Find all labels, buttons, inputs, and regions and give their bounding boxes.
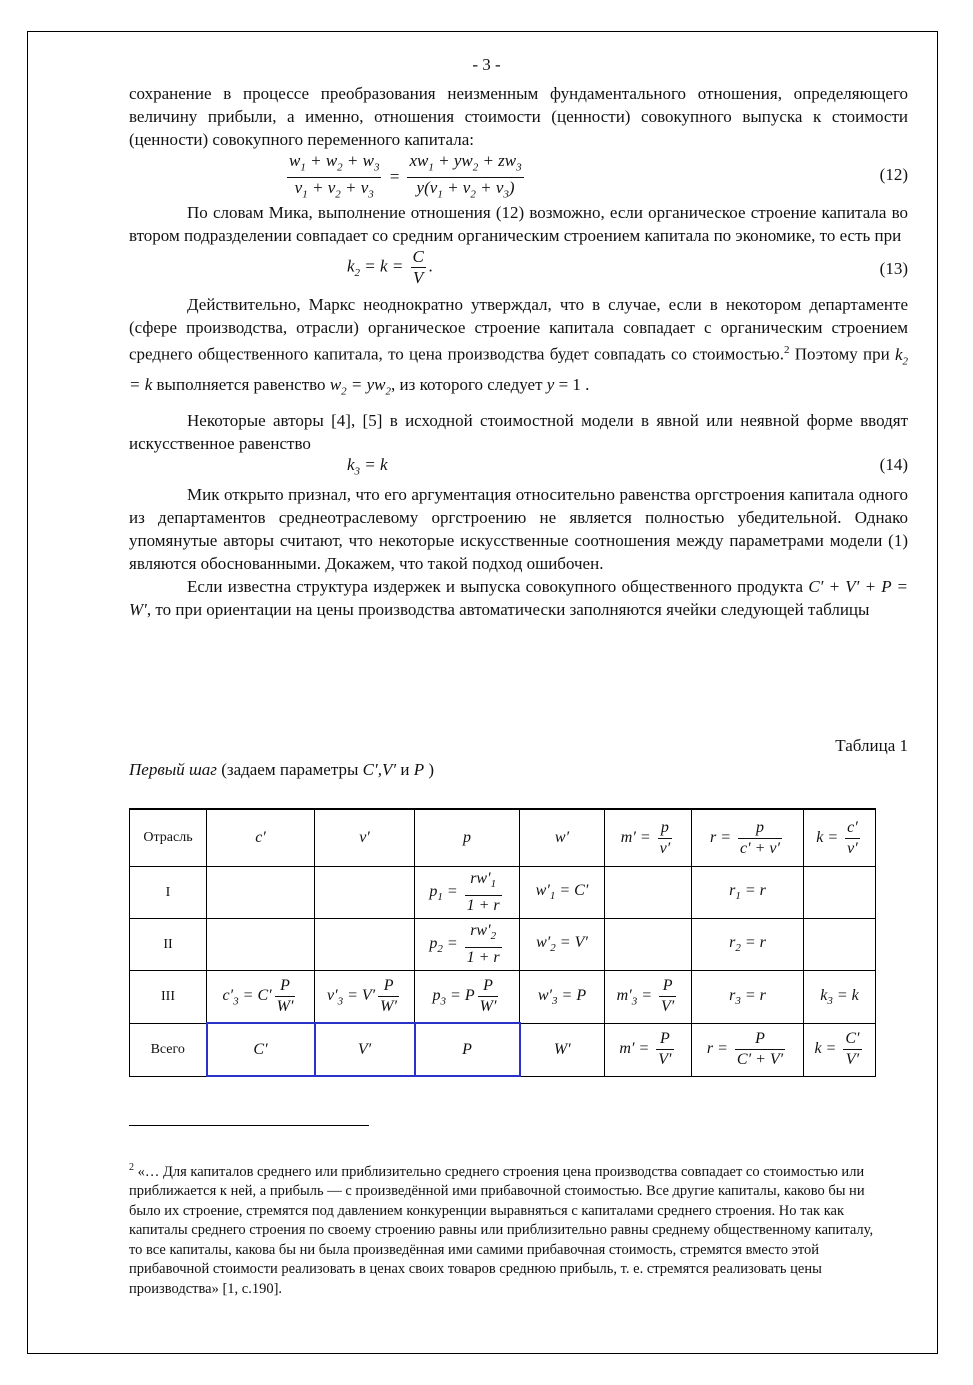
table-row: Всего C′ V′ P W′ m′ = $\frac{P}{V'}$ r = $\frac{P}{C' + V'}$ k = $\frac{C'}{V'}$	[130, 1023, 876, 1076]
footnote: $^2$ «… Для капиталов среднего или приблизительно среднего строения цена производства совпадает со стоимостью или приближается к ней, а прибыль — с произведённой ими прибавочной стоимостью. Все другие капиталы, каково бы ни было их строение, стремятся под давлением конкуренции выравняться с капиталами среднего строения. Но так как капиталы среднего строения по своему строению равны или приблизительно равны среднему общественному капиталу, то все капиталы, какова бы ни была произведённая ими самими прибавочная стоимость, стремятся вместо этой прибавочной стоимости реализовать в ценах своих товаров среднюю прибыль, т. е. стремятся реализовать цены производства» [1, с.190].	[129, 1162, 874, 1297]
equation-number: (14)	[879, 455, 908, 475]
footnote-separator	[129, 1125, 369, 1126]
paragraph-1: сохранение в процессе преобразования неизменным фундаментального отношения, определяющего величину прибыли, а именно, отношения стоимости (ценности) совокупного выпуска к стоимости (ценности) совокупного переменного капитала:	[129, 84, 908, 149]
header-cell: Отрасль	[130, 809, 207, 867]
table-caption: Первый шаг (задаем параметры C′,V′ и P )	[129, 760, 435, 779]
parameters-table	[129, 808, 876, 1077]
equation-12: $\frac{w_1 + w_2 + w_3}{v_1 + v_2 + v_3}$ = $\frac{xw_1 + yw_2 + zw_3}{y(v_1 + v_2 + v_3)}$ (12)	[289, 151, 908, 201]
paragraph-2: По словам Мика, выполнение отношения (12) возможно, если органическое строение капитала во втором подразделении совпадает со средним органическим строением капитала по экономике, то есть при	[129, 203, 908, 245]
equation-13: $k_2 = k$ = $\frac{C}{V}$ . (13)	[347, 247, 908, 287]
table-label: Таблица 1	[835, 736, 908, 755]
body-text	[129, 82, 908, 621]
paragraph-6: Если известна структура издержек и выпуска совокупного общественного продукта C′ + V′ + P = W′, то при ориентации на цены производства автоматически заполняются ячейки следующей таблицы	[129, 577, 908, 620]
equation-14: $k_3 = k$ (14)	[347, 455, 908, 478]
page-number: - 3 -	[472, 55, 501, 74]
paragraph-5: Мик открыто признал, что его аргументация относительно равенства оргстроения капитала одного из департаментов среднеотраслевому оргстроению не является полностью убедительной. Однако упомянутые авторы считают, что некоторые искусственные соотношения между параметрами модели (1) являются обоснованными. Докажем, что такой подход ошибочен.	[129, 485, 908, 574]
paragraph-4: Некоторые авторы [4], [5] в исходной стоимостной модели в явной или неявной форме вводят искусственное равенство	[129, 411, 908, 454]
paragraph-3: Действительно, Маркс неоднократно утверждал, что в случае, если в некотором департаменте (сфере производства, отрасли) органическое строение капитала совпадает с органическим строением среднего общественного капитала, то цена производства будет совпадать со стоимостью.$^2$ Поэтому при $k_2 = k$ выполняется равенство $w_2 = yw_2$, из которого следует y = 1 .	[129, 295, 909, 398]
table-header-row: Отрасль c′ v′ p w′ m′ = $\frac{p}{v'}$ r = $\frac{p}{c' + v'}$ k = $\frac{c'}{v'}$	[130, 809, 876, 867]
table-row: I $p_1$ = $\frac{rw'_1}{1 + r}$ $w'_1 = C'$ $r_1 = r$	[130, 867, 876, 919]
equation-number: (12)	[879, 165, 908, 184]
equation-number: (13)	[879, 259, 908, 278]
table-row: III $c'_3 = C'$ $\frac{P}{W'}$ $v'_3 = V'$ $\frac{P}{W'}$ $p_3 = P$ $\frac{P}{W'}$ $w'_3 = P$ $m'_3$ = $\frac{P}{V'}$ $r_3 = r$ $k_3 = k$	[130, 971, 876, 1024]
table-row: II $p_2$ = $\frac{rw'_2}{1 + r}$ $w'_2 = V'$ $r_2 = r$	[130, 919, 876, 971]
